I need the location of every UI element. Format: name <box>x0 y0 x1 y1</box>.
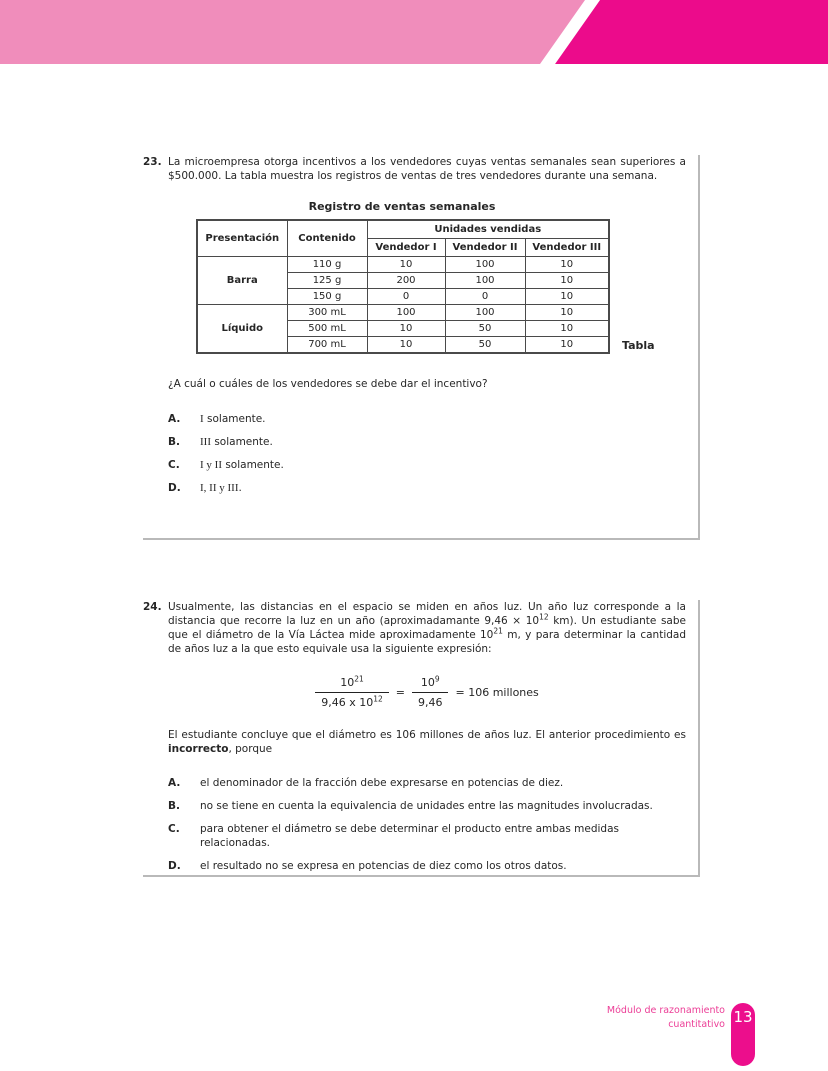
question-23-options <box>168 412 686 495</box>
col-header-group: Unidades vendidas <box>367 220 609 239</box>
group-name-barra: Barra <box>197 257 287 305</box>
group-name-liquido: Líquido <box>197 305 287 354</box>
cell: 100 <box>445 273 525 289</box>
option-letter: D. <box>168 860 181 872</box>
cell: 10 <box>525 257 609 273</box>
cell: 100 <box>367 305 445 321</box>
formula-result: = 106 millones <box>455 686 539 699</box>
question-24-options <box>168 776 686 873</box>
col-header-vendedor-3: Vendedor III <box>525 239 609 257</box>
cell: 50 <box>445 321 525 337</box>
option-b <box>168 799 686 813</box>
col-header-contenido: Contenido <box>287 220 367 257</box>
option-text: el resultado no se expresa en potencias de diez como los otros datos. <box>200 860 567 872</box>
option-letter: B. <box>168 436 180 448</box>
option-text: no se tiene en cuenta la equivalencia de unidades entre las magnitudes involucradas. <box>200 800 653 812</box>
fraction-2 <box>412 676 449 709</box>
sales-table-wrap <box>196 219 655 354</box>
option-letter: B. <box>168 800 180 812</box>
question-24-conclusion: El estudiante concluye que el diámetro es 106 millones de años luz. El anterior procedimiento es incorrecto, porque <box>168 729 686 755</box>
option-letter: D. <box>168 482 181 494</box>
cell: 10 <box>525 337 609 354</box>
header-accent-shape <box>0 0 828 64</box>
cell: 110 g <box>287 257 367 273</box>
question-23-intro-row <box>143 155 686 183</box>
equals-sign: = <box>395 686 405 699</box>
formula <box>168 676 686 709</box>
question-24-intro: Usualmente, las distancias en el espacio se miden en años luz. Un año luz corresponde a la distancia que recorre la luz en un año (aproximadamante $9,46 \times 10^{12}$ km). Un estudiante sabe que el diámetro de la Vía Láctea mide aproximadamente $10^{21}$ m, y para determinar la cantidad de años luz a la que esto equivale usa la siguiente expresión: <box>168 601 686 655</box>
col-header-presentacion: Presentación <box>197 220 287 257</box>
cell: 10 <box>525 321 609 337</box>
cell: 10 <box>367 321 445 337</box>
cell: 10 <box>525 289 609 305</box>
table-row <box>197 257 609 273</box>
fraction-1-numerator: $10^{21}$ <box>340 674 364 689</box>
fraction-1-denominator: 9,46 x $10^{12}$ <box>315 692 389 709</box>
question-23-prompt: ¿A cuál o cuáles de los vendedores se debe dar el incentivo? <box>168 378 488 390</box>
footer-module-line2: cuantitativo <box>668 1019 725 1030</box>
fraction-2-numerator: $10^9$ <box>420 674 440 689</box>
col-header-vendedor-2: Vendedor II <box>445 239 525 257</box>
cell: 10 <box>525 305 609 321</box>
fraction-1 <box>315 676 389 709</box>
option-letter: A. <box>168 413 181 425</box>
option-letter: C. <box>168 823 180 835</box>
cell: 10 <box>525 273 609 289</box>
fraction-2-denominator: 9,46 <box>412 692 449 709</box>
table-caption: Tabla <box>622 339 655 352</box>
cell: 10 <box>367 257 445 273</box>
cell: 100 <box>445 305 525 321</box>
question-23 <box>143 155 700 540</box>
footer-module-line1: Módulo de razonamiento <box>606 1005 725 1016</box>
option-a <box>168 776 686 790</box>
option-text: el denominador de la fracción debe expresarse en potencias de diez. <box>200 777 564 789</box>
option-d <box>168 481 686 495</box>
footer-module-label <box>607 1004 725 1032</box>
cell: 125 g <box>287 273 367 289</box>
cell: 150 g <box>287 289 367 305</box>
option-c <box>168 458 686 472</box>
col-header-vendedor-1: Vendedor I <box>367 239 445 257</box>
cell: 0 <box>367 289 445 305</box>
cell: 0 <box>445 289 525 305</box>
option-text: para obtener el diámetro se debe determinar el producto entre ambas medidas relacionadas. <box>200 823 619 849</box>
page-number-pill <box>731 1003 755 1066</box>
option-text: I y II solamente. <box>200 459 284 471</box>
option-text: I solamente. <box>200 413 266 425</box>
cell: 100 <box>445 257 525 273</box>
table-title: Registro de ventas semanales <box>308 200 496 213</box>
cell: 200 <box>367 273 445 289</box>
option-c <box>168 822 686 850</box>
question-23-intro: La microempresa otorga incentivos a los vendedores cuyas ventas semanales sean superiores a $500.000. La tabla muestra los registros de ventas de tres vendedores durante una semana. <box>168 156 686 182</box>
sales-table <box>196 219 610 354</box>
header-band <box>0 0 828 64</box>
option-d <box>168 859 686 873</box>
option-text: III solamente. <box>200 436 273 448</box>
option-text: I, II y III. <box>200 482 242 494</box>
question-24-number: 24. <box>143 601 162 613</box>
page-number: 13 <box>733 1008 753 1026</box>
cell: 50 <box>445 337 525 354</box>
cell: 300 mL <box>287 305 367 321</box>
table-row <box>197 305 609 321</box>
question-24-intro-row <box>143 600 686 656</box>
question-24 <box>143 600 700 877</box>
option-b <box>168 435 686 449</box>
option-a <box>168 412 686 426</box>
question-23-number: 23. <box>143 156 162 168</box>
option-letter: C. <box>168 459 180 471</box>
cell: 10 <box>367 337 445 354</box>
cell: 500 mL <box>287 321 367 337</box>
cell: 700 mL <box>287 337 367 354</box>
option-letter: A. <box>168 777 181 789</box>
